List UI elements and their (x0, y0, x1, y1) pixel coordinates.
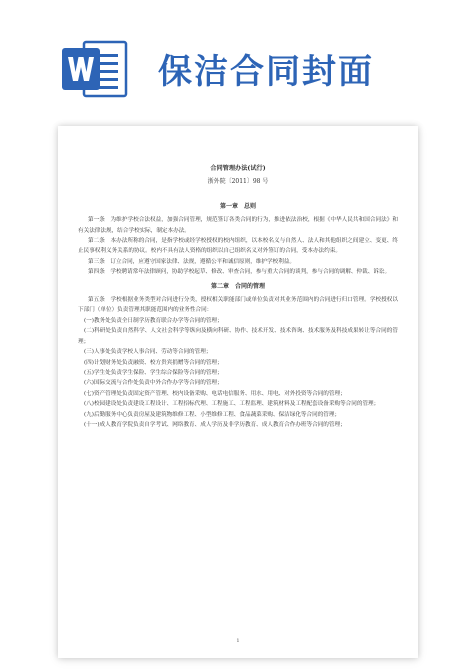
list-item: (十一)成人教育学院负责自学考试、网络教育、成人学历及非学历教育、成人教育合作办班等合同的管理； (84, 421, 346, 428)
word-document-icon (62, 38, 128, 100)
article-2: 第二条 本办法所称的合同，是指学校或经学校授权的校内组织，以本校名义与自然人、法人和其他组织之间建立、变更、终止民事权利义务关系的协议。校内不具有法人资格的组织以自己组织名义对外签订的合同，受本办法约束。 (78, 238, 398, 255)
banner-title: 保洁合同封面 (158, 52, 374, 92)
list-item: (九)后勤服务中心负责房屋及建筑物维修工程、小型维修工程、食品蔬菜采购、保洁绿化等合同的管理； (84, 411, 341, 418)
article-3: 第三条 订立合同，应遵守国家法律、法规，遵循公平和诚信原则，维护学校利益。 (88, 258, 295, 265)
article-5: 第五条 学校根据业务类型对合同进行分类，授权相关职能部门或单位负责对其业务范围内的合同进行归口管理。学校授权以下部门（单位）负责管理其职能范围内的业务性合同： (78, 297, 398, 314)
list-item: (八)校园建设处负责建设工程设计、工程招标代理、工程施工、工程监理、建筑材料及工程配套设备采购等合同的管理； (84, 401, 380, 408)
article-4: 第四条 学校聘请常年法律顾问，协助学校起草、修改、审查合同，参与重大合同的谈判，参与合同的调解、仲裁、诉讼。 (88, 269, 391, 276)
list-item: (一)教务处负责全日制学历教育联合办学等合同的管理； (84, 317, 223, 324)
chapter-1-heading: 第一章 总则 (219, 202, 256, 210)
article-1: 第一条 为维护学校合法权益，加强合同管理，规范签订各类合同的行为，推进依法治校，根据《中华人民共和国合同法》和有关法律法规，结合学校实际，制定本办法。 (78, 217, 398, 234)
list-item: (六)国际交流与合作处负责中外合作办学等合同的管理； (84, 380, 223, 387)
list-item: (三)人事处负责学校人事合同、劳动等合同的管理； (84, 349, 212, 356)
page-number: 1 (236, 638, 240, 644)
document-title: 合同管理办法(试行) (210, 165, 266, 172)
list-item: (五)学生处负责学生保险、学生综合保险等合同的管理； (84, 369, 223, 376)
list-item: (七)资产管理处负责固定资产管理、校内设备采购、电话电信服务、用水、用电、对外投资等合同的管理； (84, 390, 346, 397)
document-number: 浙外院〔2011〕98 号 (207, 178, 269, 186)
document-body (78, 164, 398, 430)
document-page (58, 126, 418, 658)
list-item: (二)科研处负责自然科学、人文社会科学等纵向及横向科研、协作、技术开发、技术咨询、技术服务及科技成果转让等合同的管理； (78, 328, 398, 345)
list-item: (四)计划财务处负责融资、校方贵宾捐赠等合同的管理； (84, 359, 223, 366)
banner (0, 0, 474, 112)
chapter-2-heading: 第二章 合同的管理 (210, 282, 265, 290)
